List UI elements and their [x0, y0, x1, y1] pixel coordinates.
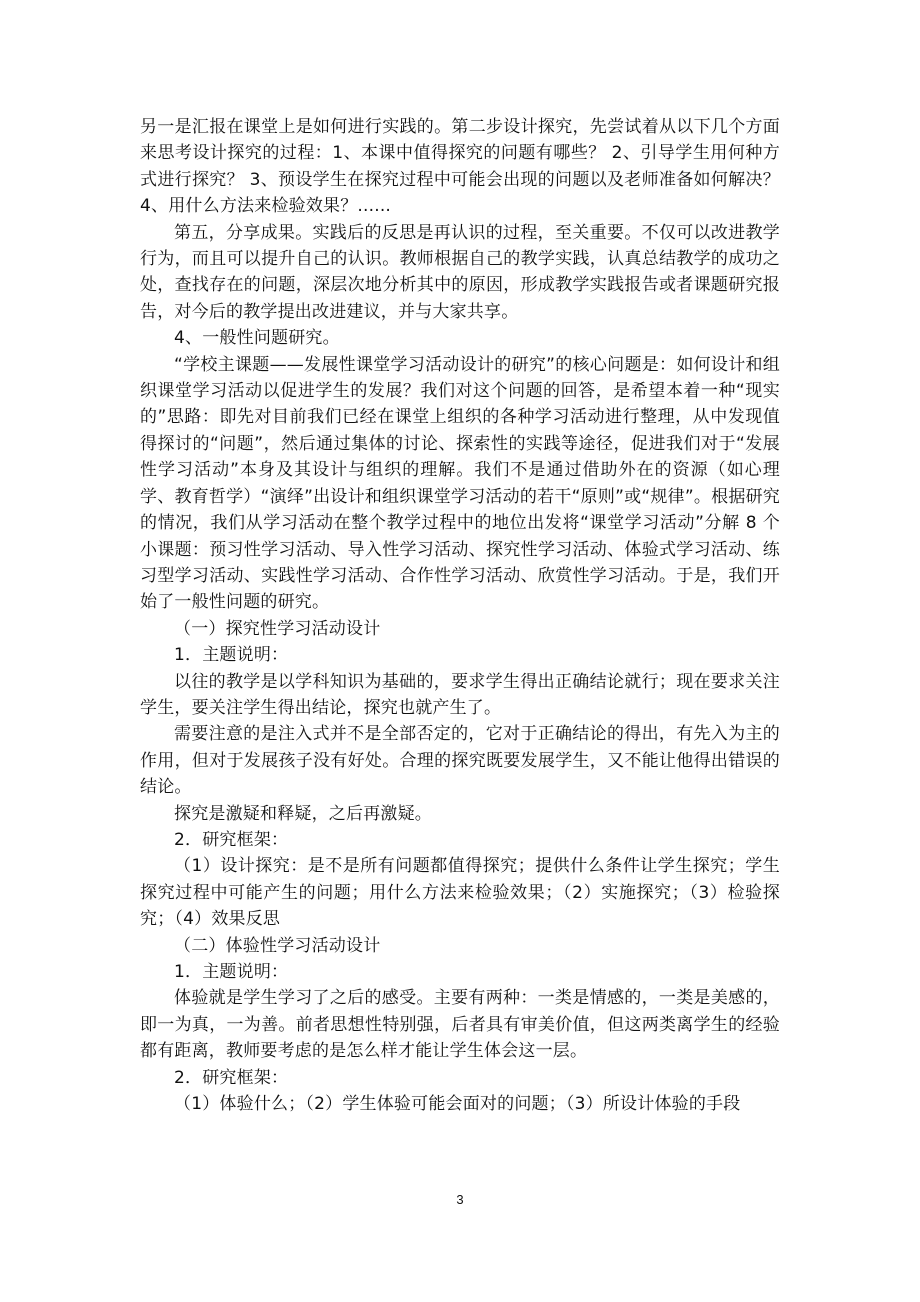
- label-research-framework-1: 2．研究框架：: [174, 829, 289, 850]
- label-research-framework-2: 2．研究框架：: [174, 1067, 289, 1088]
- paragraph-4: “学校主课题——发展性课堂学习活动设计的研究”的核心问题是：如何设计和组织课堂学习活动以促进学生的发展？我们对这个问题的回答，是希望本着一种“现实的”思路：即先对目前我们已经在课堂上组织的各种学习活动进行整理，从中发现值得探讨的“问题”，然后通过集体的讨论、探索性的实践等途径，促进我们对于“发展性学习活动”本身及其设计与组织的理解。我们不是通过借助外在的资源（如心理学、教育哲学）“演绎”出设计和组织课堂学习活动的若干“原则”或“规律”。根据研究的情况，我们从学习活动在整个教学过程中的地位出发将“课堂学习活动”分解 8 个小课题：预习性学习活动、导入性学习活动、探究性学习活动、体验式学习活动、练习型学习活动、实践性学习活动、合作性学习活动、欣赏性学习活动。于是，我们开始了一般性问题的研究。: [140, 354, 780, 613]
- document-body: [140, 114, 780, 1117]
- paragraph-14: 体验就是学生学习了之后的感受。主要有两种：一类是情感的，一类是美感的，即一为真，一为善。前者思想性特别强，后者具有审美价值，但这两类离学生的经验都有距离，教师要考虑的是怎么样才能让学生体会这一层。: [140, 988, 780, 1062]
- paragraph-16: （1）体验什么；（2）学生体验可能会面对的问题；（3）所设计体验的手段: [174, 1094, 741, 1115]
- section-heading-general-research: 4、一般性问题研究。: [174, 328, 340, 349]
- paragraph-1: 另一是汇报在课堂上是如何进行实践的。第二步设计探究，先尝试着从以下几个方面来思考设计探究的过程：1、本课中值得探究的问题有哪些？ 2、引导学生用何种方式进行探究？ 3、预设学生在探究过程中可能会出现的问题以及老师准备如何解决？4、用什么方法来检验效果？......: [140, 117, 780, 217]
- page-number: 3: [456, 1192, 464, 1207]
- subheading-experience-activity: （二）体验性学习活动设计: [174, 935, 381, 956]
- paragraph-9: 探究是激疑和释疑，之后再激疑。: [174, 803, 432, 824]
- subheading-inquiry-activity: （一）探究性学习活动设计: [174, 618, 381, 639]
- paragraph-7: 以往的教学是以学科知识为基础的，要求学生得出正确结论就行；现在要求关注学生，要关注学生得出结论，探究也就产生了。: [140, 671, 780, 718]
- label-topic-description-1: 1．主题说明：: [174, 645, 289, 666]
- label-topic-description-2: 1．主题说明：: [174, 962, 289, 982]
- paragraph-8: 需要注意的是注入式并不是全部否定的，它对于正确结论的得出，有先入为主的作用，但对于发展孩子没有好处。合理的探究既要发展学生，又不能让他得出错误的结论。: [140, 724, 780, 798]
- paragraph-11: （1）设计探究：是不是所有问题都值得探究；提供什么条件让学生探究；学生探究过程中可能产生的问题；用什么方法来检验效果；（2）实施探究；（3）检验探究；（4）效果反思: [140, 856, 780, 930]
- paragraph-2: 第五，分享成果。实践后的反思是再认识的过程，至关重要。不仅可以改进教学行为，而且可以提升自己的认识。教师根据自己的教学实践，认真总结教学的成功之处，查找存在的问题，深层次地分析其中的原因，形成教学实践报告或者课题研究报告，对今后的教学提出改进建议，并与大家共享。: [140, 222, 780, 322]
